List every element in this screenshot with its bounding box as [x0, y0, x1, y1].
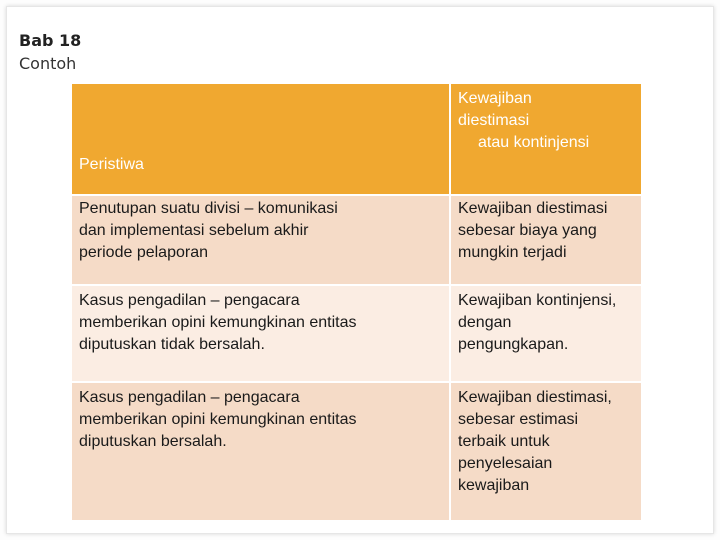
table-row	[71, 382, 642, 521]
event-cell	[71, 285, 450, 382]
cell-line: Kasus pengadilan – pengacara	[79, 389, 300, 406]
event-cell	[71, 382, 450, 521]
cell-line: Kasus pengadilan – pengacara	[79, 292, 300, 309]
cell-line: sebesar biaya yang	[458, 222, 597, 239]
cell-line: kewajiban	[458, 477, 530, 494]
liability-cell	[450, 195, 642, 285]
slide-title: Bab 18	[19, 31, 82, 50]
cell-line: pengungkapan.	[458, 336, 569, 353]
header-cell-kewajiban	[450, 83, 642, 195]
event-cell	[71, 195, 450, 285]
table-header-row	[71, 83, 642, 195]
slide-header	[19, 29, 81, 75]
cell-line: memberikan opini kemungkinan entitas	[79, 411, 357, 428]
table-row	[71, 285, 642, 382]
cell-line: penyelesaian	[458, 455, 553, 472]
cell-line: diputuskan tidak bersalah.	[79, 336, 265, 353]
cell-line: Penutupan suatu divisi – komunikasi	[79, 200, 338, 217]
cell-line: Kewajiban kontinjensi,	[458, 292, 617, 309]
header-label-line: Kewajiban	[458, 90, 532, 107]
cell-line: periode pelaporan	[79, 244, 208, 261]
header-label-line: atau kontinjensi	[478, 134, 590, 151]
cell-line: memberikan opini kemungkinan entitas	[79, 314, 357, 331]
slide-subtitle: Contoh	[19, 54, 77, 73]
header-label-line: diestimasi	[458, 112, 530, 129]
cell-line: Kewajiban diestimasi,	[458, 389, 612, 406]
liability-cell	[450, 382, 642, 521]
header-label-peristiwa: Peristiwa	[79, 156, 144, 173]
cell-line: mungkin terjadi	[458, 244, 567, 261]
cell-line: terbaik untuk	[458, 433, 550, 450]
liability-cell	[450, 285, 642, 382]
liability-table	[70, 82, 643, 522]
table-row	[71, 195, 642, 285]
cell-line: dan implementasi sebelum akhir	[79, 222, 309, 239]
cell-line: Kewajiban diestimasi	[458, 200, 608, 217]
cell-line: sebesar estimasi	[458, 411, 579, 428]
header-cell-peristiwa	[71, 83, 450, 195]
cell-line: diputuskan bersalah.	[79, 433, 227, 450]
cell-line: dengan	[458, 314, 512, 331]
